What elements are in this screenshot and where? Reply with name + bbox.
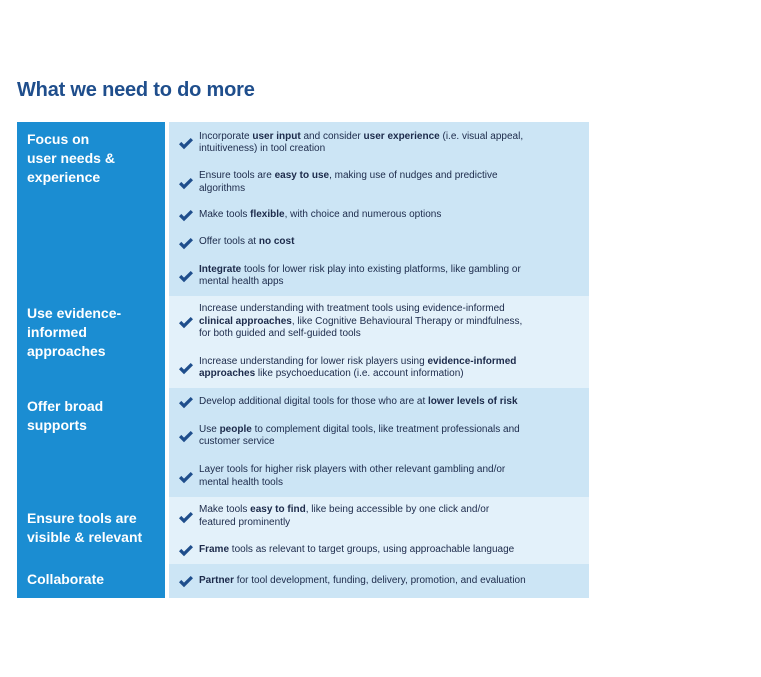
list-item-text — [199, 356, 516, 381]
item-text-segment: and consider — [300, 130, 364, 142]
emphasis-text: clinical approaches — [199, 315, 292, 327]
item-text-segment: Ensure tools are — [199, 170, 275, 181]
row-label-line: user needs & — [27, 150, 115, 166]
row-items — [169, 497, 589, 564]
item-text-segment: Offer tools at — [199, 236, 259, 248]
row-label — [17, 296, 165, 388]
row-label-line: approaches — [27, 343, 106, 359]
row-label — [17, 122, 165, 296]
checkmark-icon — [178, 545, 194, 557]
checkmark-icon — [178, 363, 194, 375]
recommendation-row — [17, 122, 589, 296]
item-text-segment: , like being accessible by one click and/or — [305, 504, 490, 515]
list-item — [169, 229, 589, 256]
row-label-line: informed — [27, 324, 87, 340]
checkmark-icon — [178, 317, 194, 329]
row-label — [17, 564, 165, 598]
row-items — [169, 564, 589, 598]
list-item-text — [199, 396, 518, 409]
emphasis-text: easy to find — [250, 504, 306, 515]
recommendation-row — [17, 388, 589, 497]
item-text-segment: Layer tools for higher risk players with other relevant gambling and/or — [199, 464, 506, 475]
item-text-segment: Make tools — [199, 504, 251, 515]
list-item — [169, 122, 589, 164]
list-item — [169, 564, 589, 598]
list-item — [169, 456, 589, 497]
list-item-text — [199, 575, 526, 588]
list-item — [169, 164, 589, 201]
emphasis-text: easy to use — [274, 170, 330, 181]
emphasis-text: Partner — [199, 574, 235, 586]
item-text-segment: like psychoeducation (i.e. account information) — [255, 368, 464, 379]
item-text-segment: (i.e. visual appeal, — [439, 130, 524, 142]
list-item-text — [199, 504, 489, 529]
item-text-segment: for tool development, funding, delivery, promotion, and evaluation — [234, 574, 526, 586]
row-label-line: Focus on — [27, 131, 90, 147]
item-text-segment: mental health apps — [199, 276, 284, 287]
row-label-line: Collaborate — [27, 571, 105, 587]
item-text-segment: tools as relevant to target groups, using approachable language — [229, 543, 515, 555]
recommendation-row — [17, 497, 589, 564]
checkmark-icon — [178, 472, 194, 484]
list-item-text — [199, 236, 294, 249]
item-text-segment: for both guided and self-guided tools — [199, 328, 361, 340]
item-text-segment: Make tools — [199, 208, 251, 220]
list-item — [169, 536, 589, 564]
list-item-text — [199, 131, 523, 156]
list-item-text — [199, 170, 498, 195]
emphasis-text: no cost — [258, 236, 295, 248]
checkmark-icon — [178, 271, 194, 283]
emphasis-text: people — [219, 423, 252, 435]
item-text-segment: , making use of nudges and predictive — [329, 170, 498, 181]
item-text-segment: tools for lower risk play into existing platforms, like gambling or — [241, 263, 521, 275]
recommendations-table — [17, 122, 589, 598]
item-text-segment: customer service — [199, 436, 275, 447]
checkmark-icon — [178, 210, 194, 222]
list-item — [169, 388, 589, 416]
checkmark-icon — [178, 178, 194, 190]
emphasis-text: lower levels of risk — [428, 395, 518, 407]
item-text-segment: Increase understanding with treatment tools using evidence-informed — [199, 303, 505, 315]
item-text-segment: Use — [199, 423, 220, 435]
recommendation-row — [17, 296, 589, 388]
item-text-segment: Develop additional digital tools for those who are at — [199, 395, 429, 407]
row-label-line: Use evidence- — [27, 305, 122, 321]
checkmark-icon — [178, 397, 194, 409]
recommendation-row — [17, 564, 589, 598]
checkmark-icon — [178, 138, 194, 150]
item-text-segment: , like Cognitive Behavioural Therapy or mindfulness, — [291, 315, 523, 327]
emphasis-text: Integrate — [199, 263, 242, 275]
list-item — [169, 348, 589, 388]
list-item-text — [199, 464, 505, 489]
emphasis-text: user experience — [363, 130, 440, 142]
row-label-line: Offer broad — [27, 398, 104, 414]
list-item-text — [199, 544, 514, 557]
item-text-segment: to complement digital tools, like treatment professionals and — [251, 423, 520, 435]
item-text-segment: mental health tools — [199, 476, 283, 488]
emphasis-text: approaches — [199, 368, 256, 379]
list-item-text — [199, 303, 522, 341]
list-item — [169, 201, 589, 229]
emphasis-text: evidence-informed — [427, 355, 517, 367]
list-item — [169, 497, 589, 536]
list-item-text — [199, 424, 520, 449]
checkmark-icon — [178, 431, 194, 443]
list-item — [169, 256, 589, 296]
emphasis-text: flexible — [250, 208, 285, 220]
emphasis-text: Frame — [199, 543, 230, 555]
item-text-segment: Increase understanding for lower risk players using — [199, 355, 428, 367]
row-items — [169, 388, 589, 497]
item-text-segment: , with choice and numerous options — [284, 208, 442, 220]
list-item — [169, 296, 589, 348]
row-label-line: experience — [27, 169, 101, 185]
list-item-text — [199, 264, 521, 289]
row-label — [17, 388, 165, 497]
checkmark-icon — [178, 238, 194, 250]
emphasis-text: user input — [252, 130, 301, 142]
list-item-text — [199, 209, 441, 222]
item-text-segment: Incorporate — [199, 130, 253, 142]
row-label-line: supports — [27, 417, 87, 433]
row-items — [169, 296, 589, 388]
row-label-line: Ensure tools are — [27, 510, 137, 526]
row-label — [17, 497, 165, 564]
page-title: What we need to do more — [17, 79, 255, 101]
checkmark-icon — [178, 512, 194, 524]
item-text-segment: featured prominently — [199, 516, 291, 528]
list-item — [169, 416, 589, 456]
item-text-segment: intuitiveness) in tool creation — [199, 143, 326, 154]
row-items — [169, 122, 589, 296]
item-text-segment: algorithms — [199, 182, 246, 194]
checkmark-icon — [178, 576, 194, 588]
row-label-line: visible & relevant — [27, 529, 143, 545]
